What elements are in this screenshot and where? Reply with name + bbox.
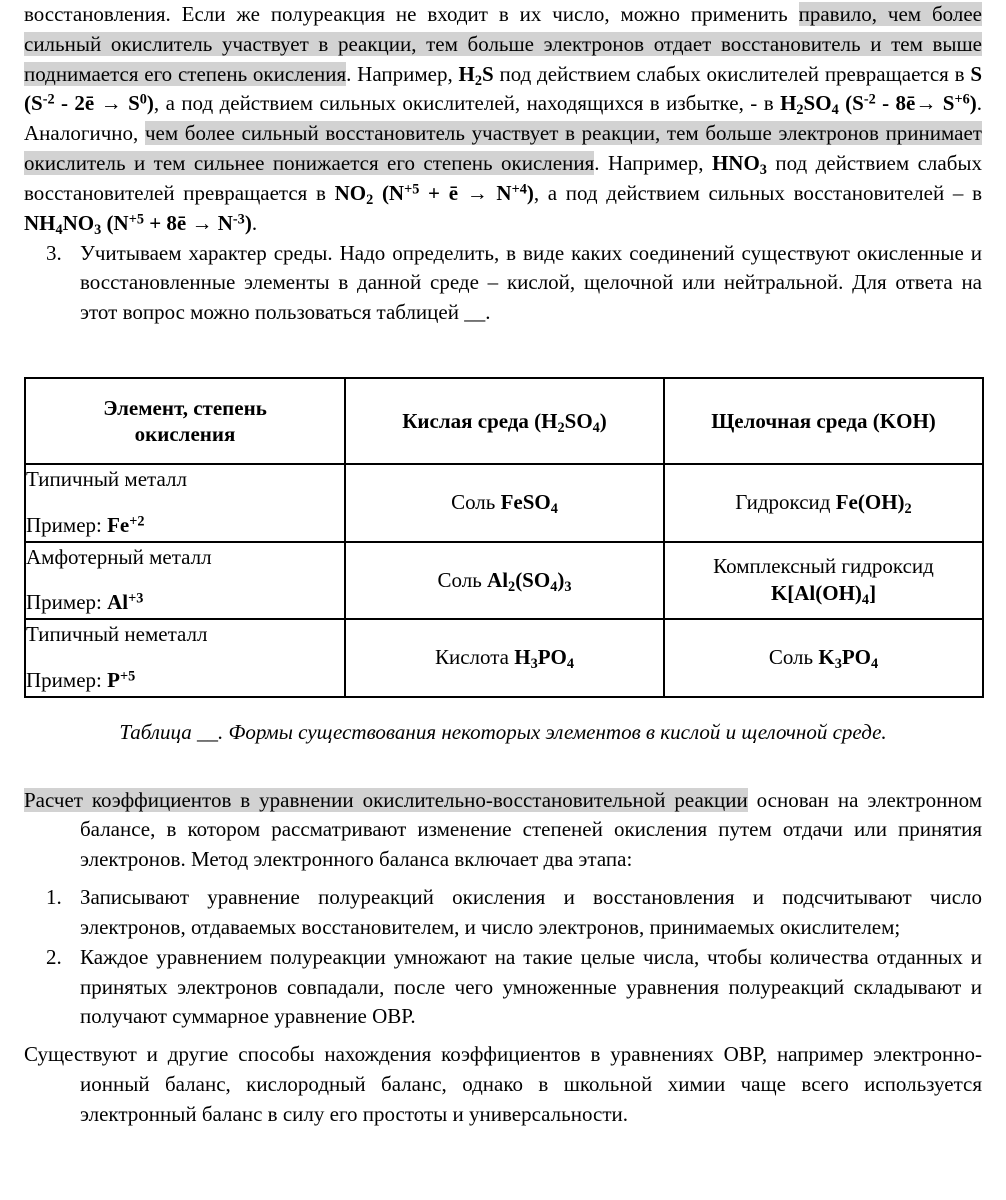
row2-example bbox=[26, 666, 344, 696]
equation-nitrogen-weak: ($N^{+5}$ + ē → $N^{+4}$) bbox=[381, 180, 534, 205]
table-row bbox=[25, 619, 983, 697]
row0-type-label: Типичный металл bbox=[26, 466, 187, 491]
cell-acid-form bbox=[345, 542, 664, 620]
equation-sulfur-weak: ($S^{-2}$ - 2ē → $S^0$) bbox=[24, 91, 154, 116]
formula-hno3: $HNO_3$ bbox=[711, 151, 767, 179]
row1-example-symbol: $Al^{+3}$ bbox=[107, 590, 144, 615]
paragraph-other-methods: Существуют и другие способы нахождения коэффициентов в уравнениях ОВР, например электронно-ионный баланс, кислородный баланс, однако в школьной химии чаще всего используется электронный баланс в силу его простоты и универсальности. bbox=[24, 1042, 982, 1126]
header-col2-suffix: ) bbox=[599, 408, 607, 433]
cell-base-form bbox=[664, 542, 983, 620]
equation-sulfur-strong: ($S^{-2}$ - 8ē→ $S^{+6}$) bbox=[845, 91, 977, 116]
table-caption: Таблица __. Формы существования некоторых элементов в кислой и щелочной среде. bbox=[119, 719, 887, 744]
table-row bbox=[25, 542, 983, 620]
list-balance-stages bbox=[24, 883, 982, 1032]
list-item bbox=[24, 239, 982, 328]
table-header-row bbox=[25, 378, 983, 464]
header-col1-line1: Элемент, степень bbox=[103, 395, 267, 420]
list-item bbox=[24, 943, 982, 1032]
row2-acid-formula: $H_3PO_4$ bbox=[514, 645, 575, 673]
table-container bbox=[24, 377, 982, 748]
cell-element-type bbox=[25, 464, 345, 542]
spacer bbox=[24, 748, 982, 786]
header-col2-sub1: 2 bbox=[557, 419, 565, 436]
row0-example bbox=[26, 511, 344, 541]
formula-s: S bbox=[970, 61, 982, 86]
table-header bbox=[25, 378, 983, 464]
text-run-cont-3: . Аналогично, bbox=[24, 91, 982, 146]
paragraph-oxidation-rules bbox=[24, 0, 982, 239]
spacer bbox=[24, 1032, 982, 1040]
paragraph-coefficients bbox=[24, 786, 982, 875]
list-item-marker: 2. bbox=[46, 944, 62, 969]
formula-nh4no3: $NH_4NO_3$ bbox=[24, 210, 102, 238]
text-run-cont-4: под действием слабых восстановителей превращается в bbox=[24, 151, 982, 205]
list-item-label: Учитываем характер среды. Надо определить, в виде каких соединений существуют окисленные и восстановленные элементы в данной среде – кислой, щелочной или нейтральной. Для ответа на этот вопрос можно пользоваться таблицей __. bbox=[80, 240, 982, 325]
list-item bbox=[24, 883, 982, 943]
row0-acid-formula: FeSO$_4$ bbox=[500, 490, 558, 518]
text-run-after-highlight-1: . Например, bbox=[346, 61, 459, 86]
row1-acid-prefix: Соль bbox=[437, 567, 488, 592]
row2-example-symbol: $P^{+5}$ bbox=[107, 668, 136, 692]
header-col1-line2: окисления bbox=[134, 421, 236, 446]
list-item-label: Каждое уравнением полуреакции умножают на такие целые числа, чтобы количества отданных и принятых электронов совпадали, после чего умноженные уравнения полуреакций складывают и получают суммарное уравнение ОВР. bbox=[80, 944, 982, 1029]
row1-base-formula: $K[Al(OH)_4]$ bbox=[770, 581, 877, 609]
row2-base-prefix: Соль bbox=[768, 645, 819, 670]
cell-acid-form bbox=[345, 464, 664, 542]
row1-acid-formula: $Al_2(SO_4)_3$ bbox=[487, 567, 572, 595]
cell-acid-form bbox=[345, 619, 664, 697]
row0-example-symbol: $Fe^{+2}$ bbox=[107, 512, 145, 537]
text-run-after-highlight-2: . Например, bbox=[594, 151, 712, 176]
header-col2-mid: SO bbox=[564, 408, 593, 433]
table-header-acid bbox=[345, 378, 664, 464]
row2-example-prefix: Пример: bbox=[26, 668, 108, 692]
text-run-cont-5: , а под действием сильных восстановителей – в bbox=[533, 180, 982, 205]
row1-example bbox=[26, 588, 344, 618]
row2-type-label: Типичный неметалл bbox=[26, 622, 208, 647]
formula-no2: $NO_2$ bbox=[334, 180, 374, 208]
row1-type-label: Амфотерный металл bbox=[26, 544, 212, 569]
forms-table bbox=[24, 377, 984, 698]
text-run-cont-2: , а под действием сильных окислителей, находящихся в избытке, - в bbox=[153, 91, 781, 116]
row0-base-formula: $Fe(OH)_2$ bbox=[835, 490, 912, 518]
text-run-plain: восстановления. Если же полуреакция не входит в их число, можно применить bbox=[24, 2, 788, 26]
highlighted-rule-1: правило, чем более сильный окислитель участвует в реакции, тем больше электронов отдает восстановитель и тем выше поднимается его степень окисления bbox=[24, 2, 983, 86]
row2-base-formula: $K_3PO_4$ bbox=[818, 645, 879, 673]
list-item-marker: 3. bbox=[46, 240, 62, 265]
row1-base-prefix: Комплексный гидроксид bbox=[713, 554, 934, 579]
formula-h2so4: $H_2SO_4$ bbox=[780, 91, 839, 119]
formula-h2s: $H_2S$ bbox=[458, 61, 494, 89]
cell-element-type bbox=[25, 619, 345, 697]
header-col2-sub2: 4 bbox=[592, 419, 600, 436]
list-item-label: Записывают уравнение полуреакций окисления и восстановления и подсчитывают число электронов, отдаваемых восстановителем, и число электронов, принимаемых окислителем; bbox=[80, 885, 982, 939]
cell-base-form bbox=[664, 619, 983, 697]
row0-example-prefix: Пример: bbox=[26, 512, 108, 537]
text-run-cont-6: . bbox=[251, 210, 258, 235]
table-body bbox=[25, 464, 983, 697]
table-header-element bbox=[25, 378, 345, 464]
highlighted-coefficients-phrase: Расчет коэффициентов в уравнении окислительно-восстановительной реакции bbox=[24, 787, 748, 812]
row0-acid-prefix: Соль bbox=[451, 490, 501, 515]
row1-example-prefix: Пример: bbox=[26, 590, 108, 615]
row2-acid-prefix: Кислота bbox=[434, 645, 515, 670]
highlighted-rule-2: чем более сильный восстановитель участвует в реакции, тем больше электронов принимает окислитель и тем сильнее понижается его степень окисления bbox=[24, 121, 982, 176]
list-environment-steps bbox=[24, 239, 982, 328]
header-col2-prefix: Кислая среда (H bbox=[402, 408, 558, 433]
text-run-cont-1: под действием слабых окислителей превращается в bbox=[493, 61, 971, 86]
table-header-base: Щелочная среда (KOH) bbox=[664, 378, 983, 464]
equation-nitrogen-strong: ($N^{+5}$ + 8ē → $N^{-3}$) bbox=[106, 210, 252, 235]
table-row bbox=[25, 464, 983, 542]
spacer bbox=[24, 875, 982, 883]
cell-base-form bbox=[664, 464, 983, 542]
list-item-marker: 1. bbox=[46, 885, 62, 910]
row0-base-prefix: Гидроксид bbox=[735, 490, 836, 515]
cell-element-type bbox=[25, 542, 345, 620]
paragraph-coefficients-rest: основан на электронном балансе, в котором рассматривают изменение степеней окисления путем отдачи или принятия электронов. Метод электронного баланса включает два этапа: bbox=[80, 787, 982, 872]
